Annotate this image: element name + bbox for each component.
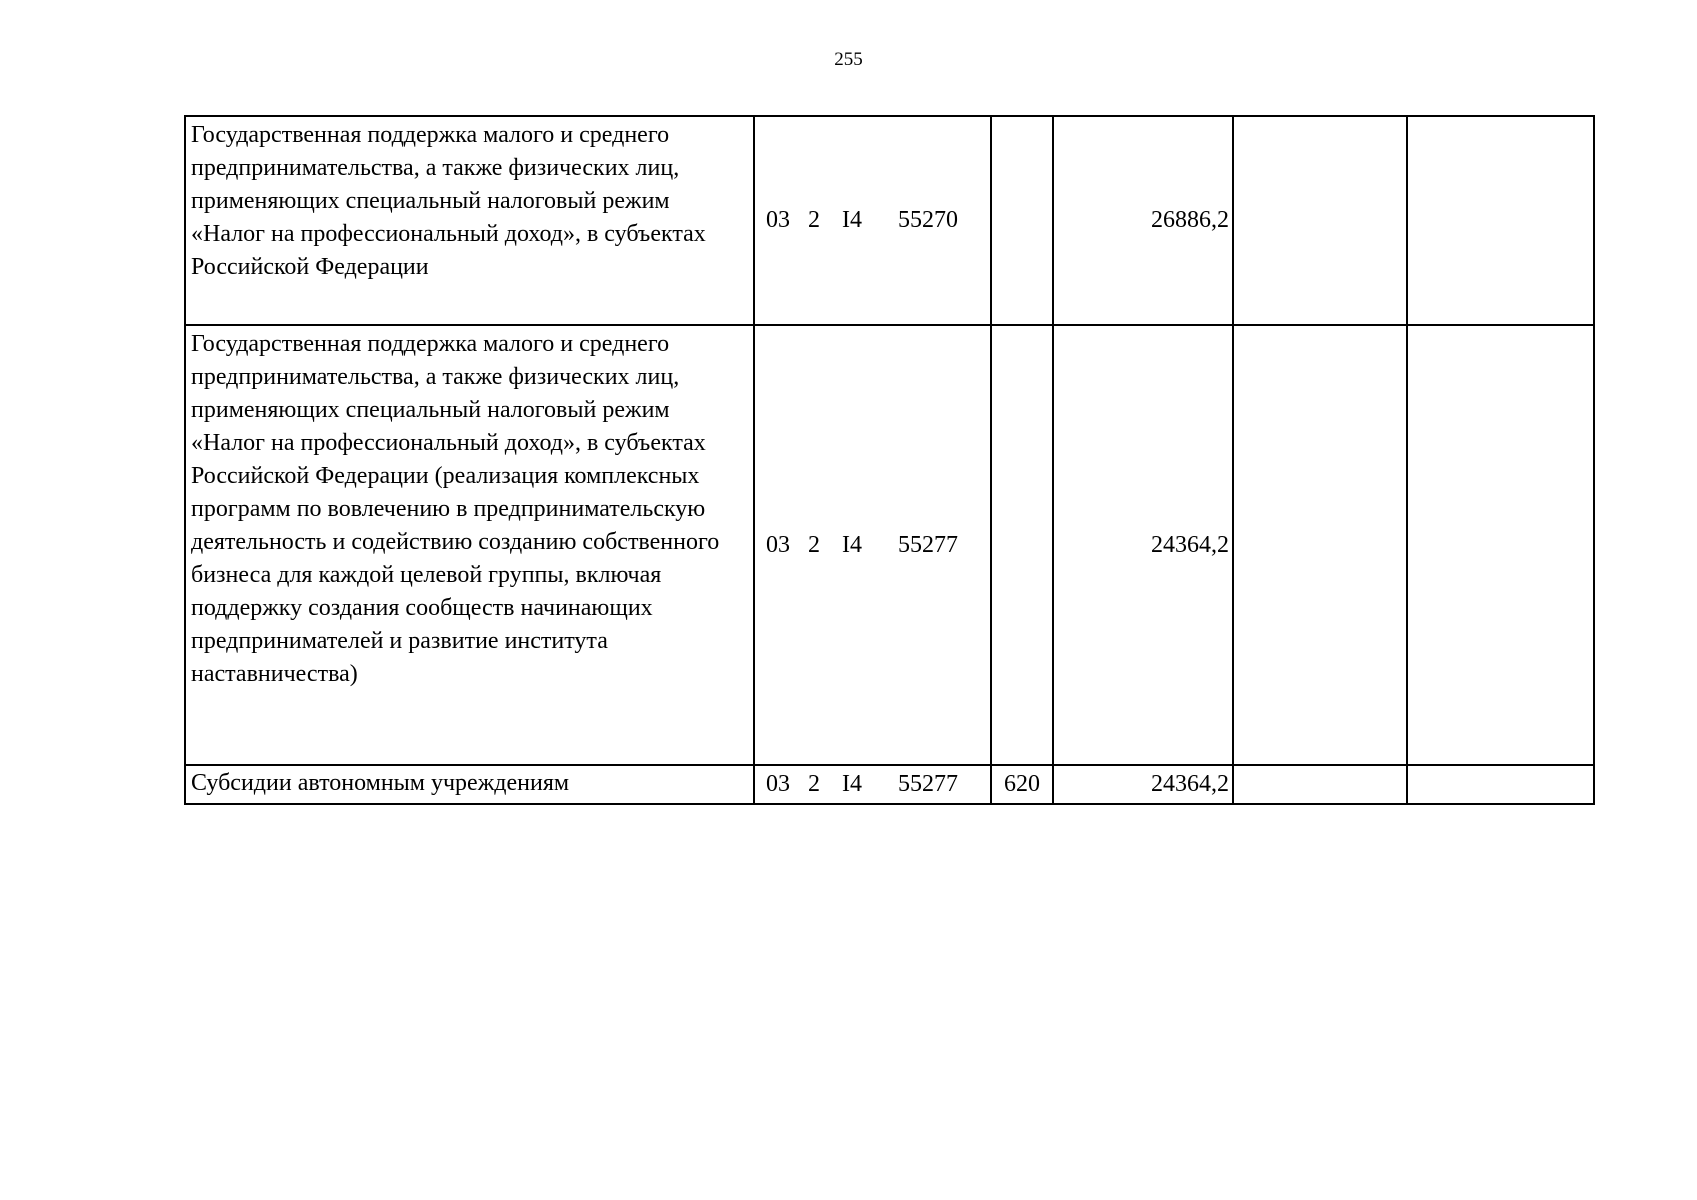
amount-cell-3 <box>1407 325 1594 765</box>
amount-cell-2 <box>1233 325 1407 765</box>
target-article-code <box>754 325 991 765</box>
budget-table <box>184 115 1595 805</box>
target-article-code <box>754 765 991 804</box>
code-direction: 55270 <box>898 207 958 233</box>
target-article-code <box>754 116 991 325</box>
amount-cell: 24364,2 <box>1053 765 1233 804</box>
code-project: I4 <box>842 771 862 797</box>
row-name: Государственная поддержка малого и среднего предпринимательства, а также физических лиц, применяющих специальный налоговый режим «Налог на профессиональный доход», в субъектах Российской Федерации (реализация комплексных программ по вовлечению в предпринимательскую деятельность и содействию созданию собственного бизнеса для каждой целевой группы, включая поддержку создания сообществ начинающих предпринимателей и развитие института наставничества) <box>185 325 754 765</box>
code-direction: 55277 <box>898 531 958 558</box>
code-subprogram: 2 <box>808 771 820 797</box>
expense-type-code <box>991 116 1053 325</box>
amount-cell-3 <box>1407 765 1594 804</box>
page-number: 255 <box>834 49 863 70</box>
amount-cell: 26886,2 <box>1053 116 1233 325</box>
code-project: I4 <box>842 207 862 233</box>
amount-cell: 24364,2 <box>1053 325 1233 765</box>
code-program: 03 <box>766 207 790 233</box>
code-subprogram: 2 <box>808 531 820 558</box>
code-project: I4 <box>842 531 862 558</box>
code-subprogram: 2 <box>808 207 820 233</box>
expense-type-code <box>991 325 1053 765</box>
amount-cell-2 <box>1233 765 1407 804</box>
row-name: Субсидии автономным учреждениям <box>185 765 754 804</box>
table-row <box>185 325 1594 765</box>
code-program: 03 <box>766 771 790 797</box>
table-row <box>185 765 1594 804</box>
code-direction: 55277 <box>898 771 958 797</box>
amount-cell-2 <box>1233 116 1407 325</box>
amount-cell-3 <box>1407 116 1594 325</box>
expense-type-code: 620 <box>991 765 1053 804</box>
code-program: 03 <box>766 531 790 558</box>
table-row <box>185 116 1594 325</box>
row-name: Государственная поддержка малого и среднего предпринимательства, а также физических лиц, применяющих специальный налоговый режим «Налог на профессиональный доход», в субъектах Российской Федерации <box>185 116 754 325</box>
